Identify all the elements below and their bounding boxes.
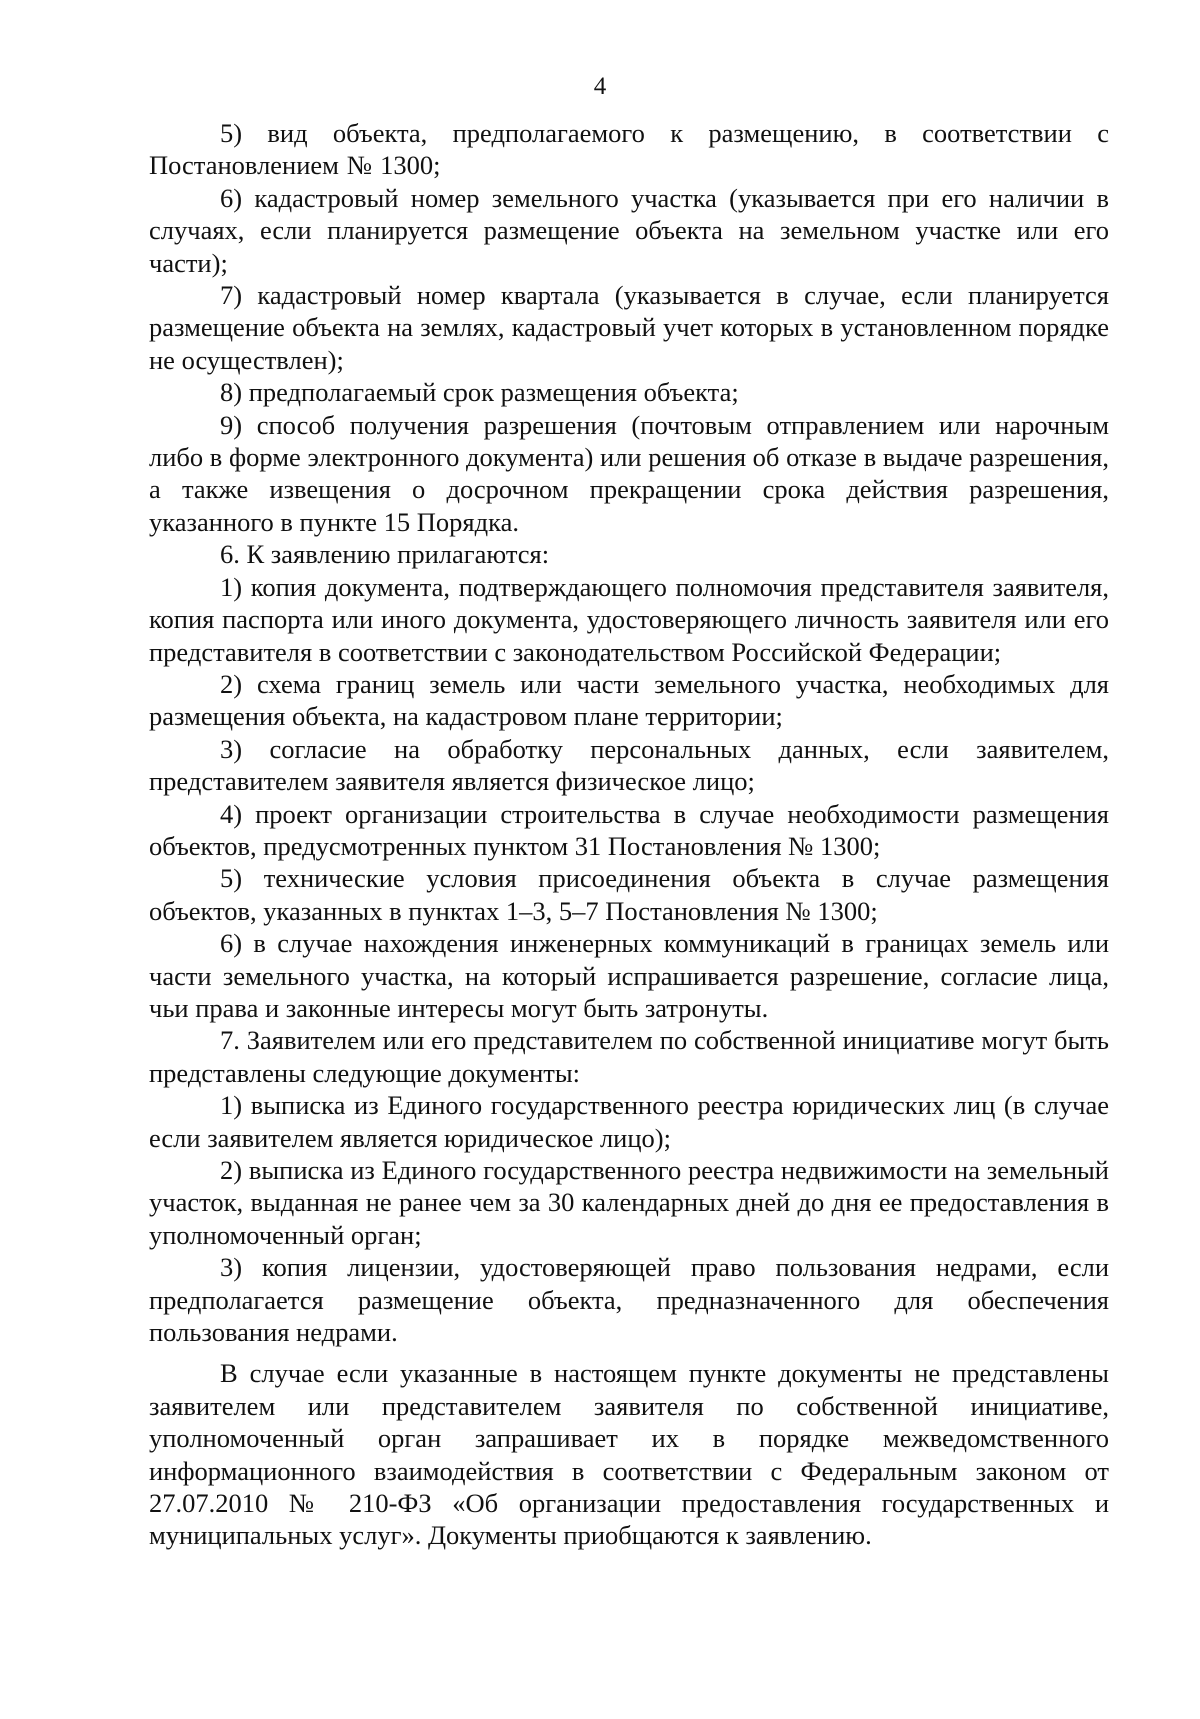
attachment-item-4: 4) проект организации строительства в случае необходимости размещения объектов, предусмотренных пунктом 31 Постановления № 1300; bbox=[149, 798, 1109, 861]
attachment-item-6: 6) в случае нахождения инженерных коммуникаций в границах земель или части земельного участка, на который испрашивается разрешение, согласие лица, чьи права и законные интересы могут быть затронуты. bbox=[149, 928, 1109, 1023]
optional-document-item-1: 1) выписка из Единого государственного реестра юридических лиц (в случае если заявителем является юридическое лицо); bbox=[149, 1090, 1109, 1153]
paragraph-item-9: 9) способ получения разрешения (почтовым отправлением или нарочным либо в форме электронного документа) или решения об отказе в выдаче разрешения, а также извещения о досрочном прекращении срока действия разрешения, указанного в пункте 15 Порядка. bbox=[149, 409, 1109, 537]
closing-paragraph: В случае если указанные в настоящем пункте документы не представлены заявителем или представителем заявителя по собственной инициативе, уполномоченный орган запрашивает их в порядке межведомственного информационного взаимодействия в соответствии с Федеральным законом от 27.07.2010 № 210-ФЗ «Об организации предоставления государственных и муниципальных услуг». Документы приобщаются к заявлению. bbox=[149, 1358, 1109, 1551]
section-7-heading: 7. Заявителем или его представителем по собственной инициативе могут быть представлены следующие документы: bbox=[149, 1025, 1109, 1088]
attachment-item-1: 1) копия документа, подтверждающего полномочия представителя заявителя, копия паспорта или иного документа, удостоверяющего личность заявителя или его представителя в соответствии с законодательством Российской Федерации; bbox=[149, 571, 1109, 667]
section-6-heading: 6. К заявлению прилагаются: bbox=[220, 539, 550, 570]
paragraph-item-8: 8) предполагаемый срок размещения объекта; bbox=[220, 377, 739, 408]
page-number: 4 bbox=[593, 73, 607, 100]
paragraph-item-7: 7) кадастровый номер квартала (указывается в случае, если планируется размещение объекта на землях, кадастровый учет которых в установленном порядке не осуществлен); bbox=[149, 280, 1109, 375]
document-body bbox=[149, 117, 1109, 1552]
attachment-item-5: 5) технические условия присоединения объекта в случае размещения объектов, указанных в пунктах 1–3, 5–7 Постановления № 1300; bbox=[149, 863, 1109, 926]
attachment-item-3: 3) согласие на обработку персональных данных, если заявителем, представителем заявителя является физическое лицо; bbox=[149, 733, 1109, 797]
optional-document-item-2: 2) выписка из Единого государственного реестра недвижимости на земельный участок, выданная не ранее чем за 30 календарных дней до дня ее предоставления в уполномоченный орган; bbox=[149, 1155, 1109, 1250]
optional-document-item-3: 3) копия лицензии, удостоверяющей право пользования недрами, если предполагается размещение объекта, предназначенного для обеспечения пользования недрами. bbox=[149, 1252, 1109, 1348]
paragraph-item-6: 6) кадастровый номер земельного участка (указывается при его наличии в случаях, если планируется размещение объекта на земельном участке или его части); bbox=[149, 182, 1109, 278]
attachment-item-2: 2) схема границ земель или части земельного участка, необходимых для размещения объекта, на кадастровом плане территории; bbox=[149, 668, 1109, 732]
paragraph-item-5: 5) вид объекта, предполагаемого к размещению, в соответствии с Постановлением № 1300; bbox=[149, 118, 1109, 181]
